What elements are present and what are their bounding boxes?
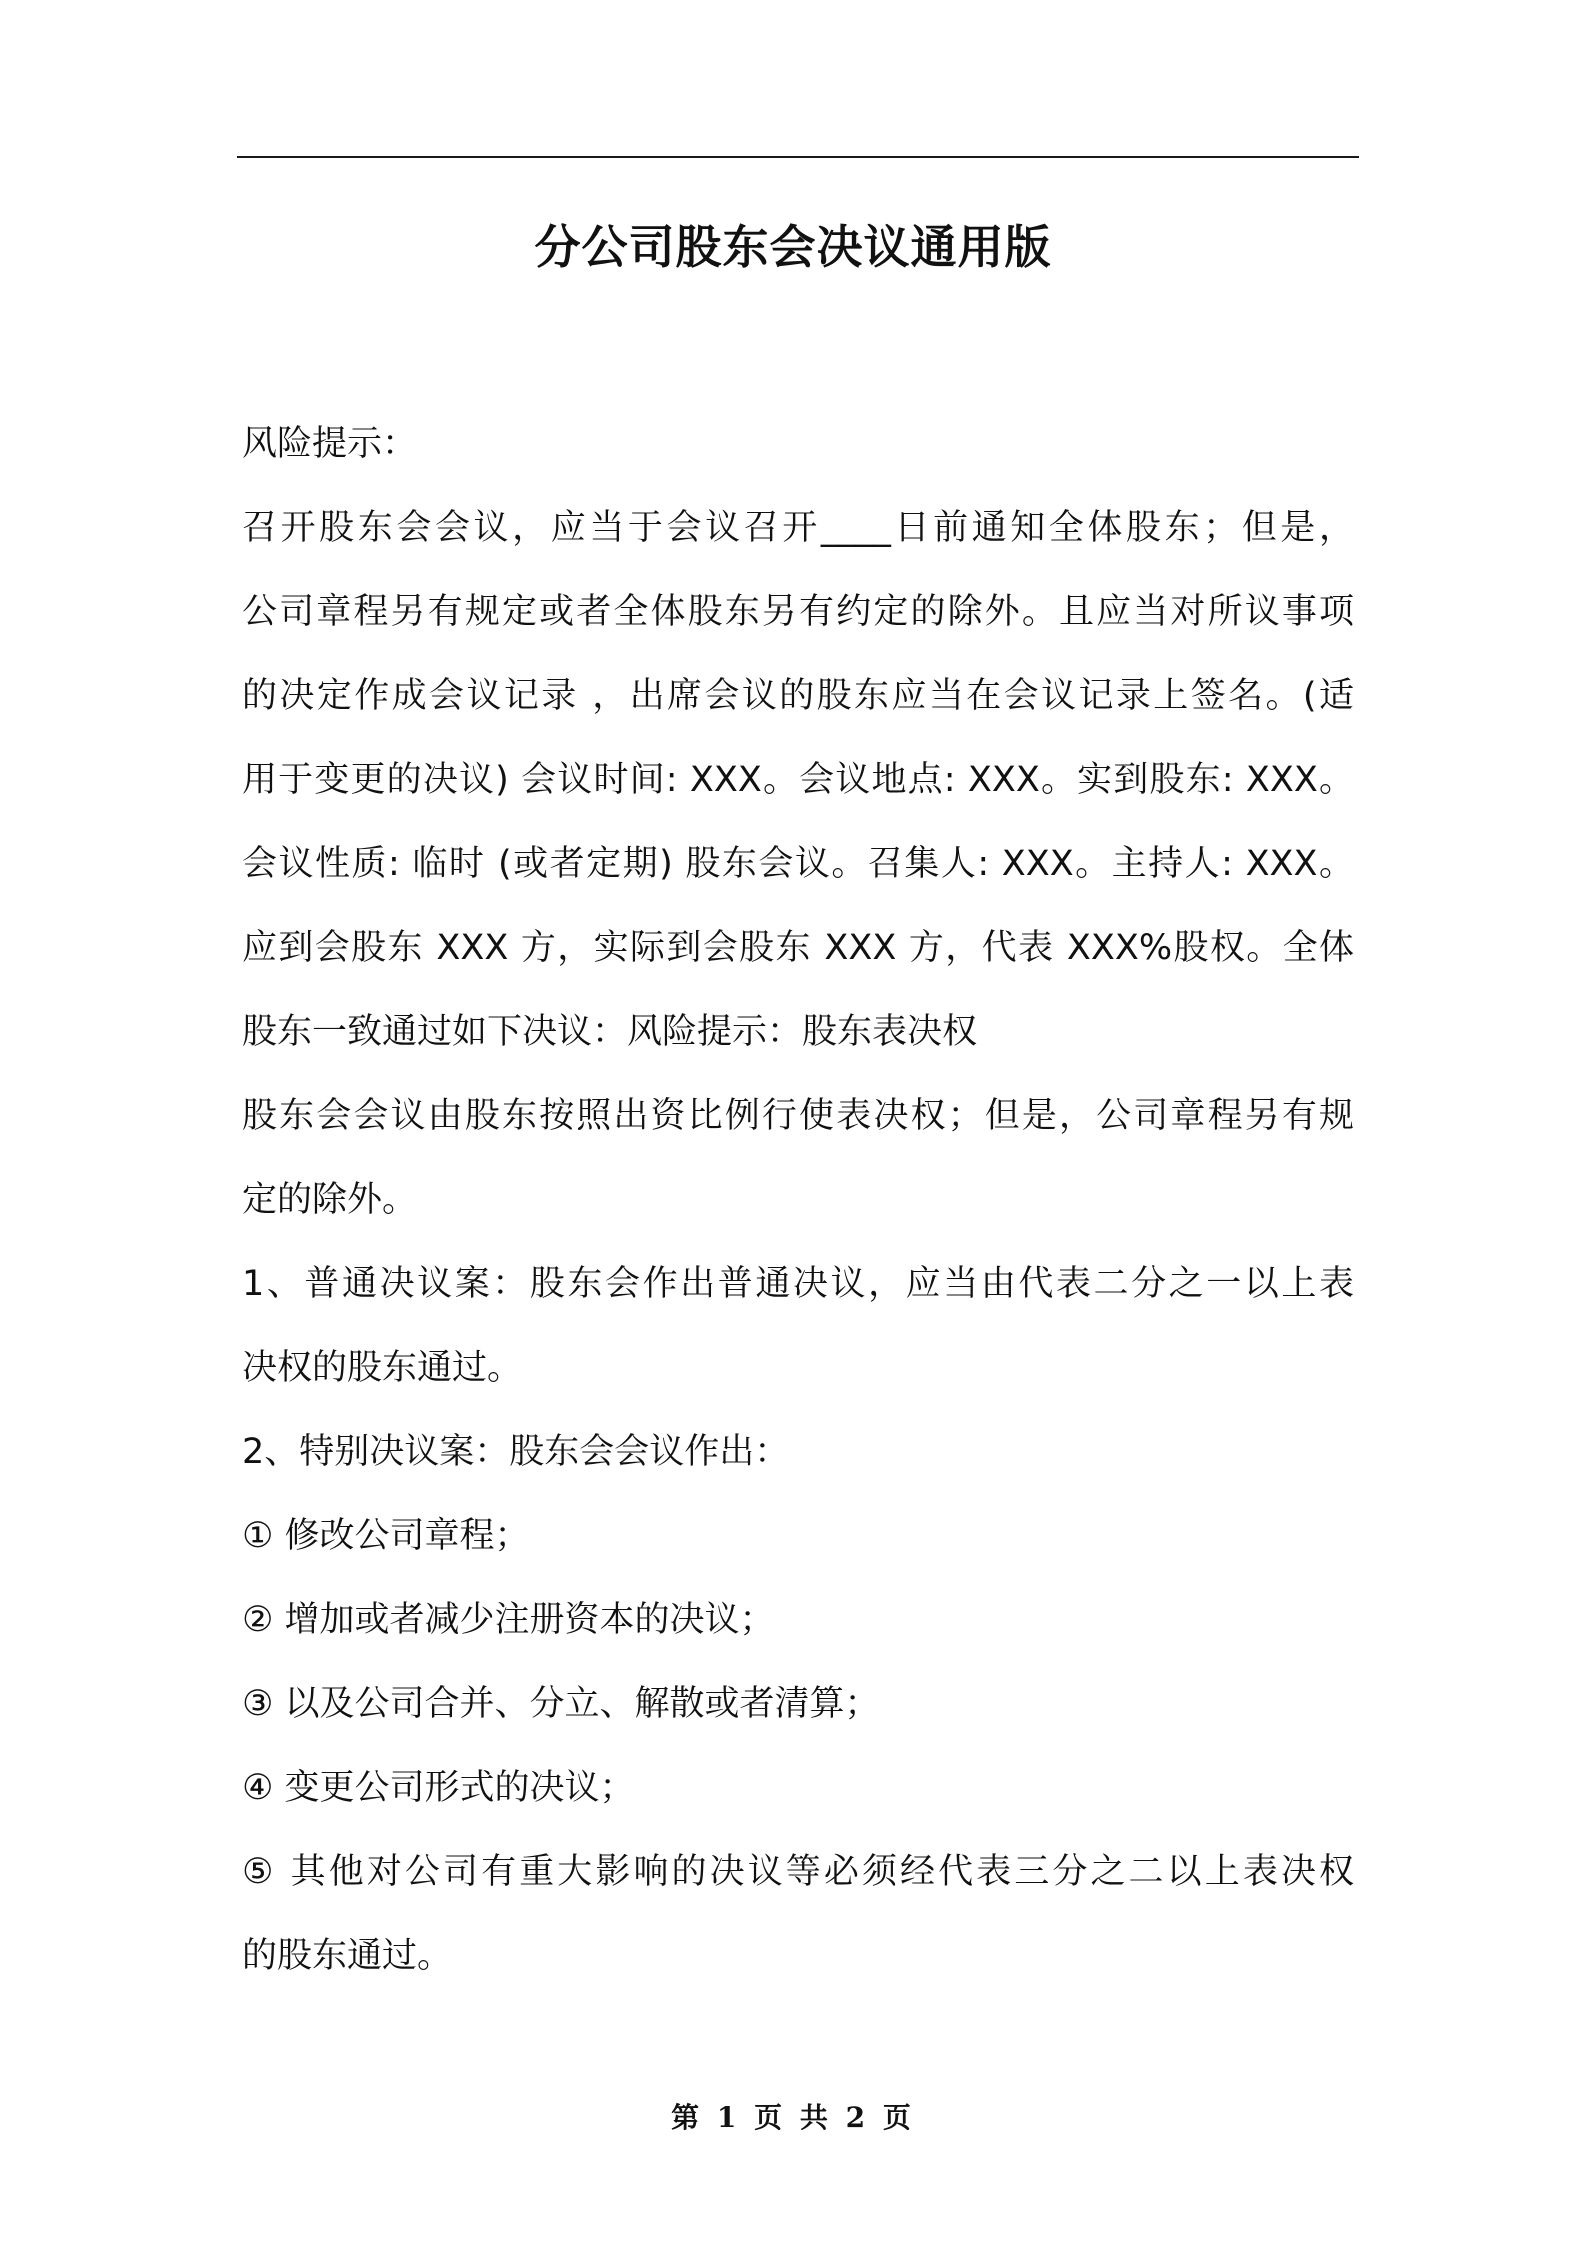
body-line: 决权的股东通过。 bbox=[242, 1348, 523, 1388]
body-line: 股东会会议由股东按照出资比例行使表决权；但是，公司章程另有规 bbox=[242, 1096, 1354, 1136]
list-item: ③ 以及公司合并、分立、解散或者清算； bbox=[242, 1684, 880, 1724]
body-line: 股东一致通过如下决议：风险提示：股东表决权 bbox=[242, 1012, 978, 1052]
list-item: ① 修改公司章程； bbox=[242, 1516, 530, 1556]
body-line: 的决定作成会议记录 ，出席会议的股东应当在会议记录上签名。(适 bbox=[242, 676, 1354, 716]
body-line: 公司章程另有规定或者全体股东另有约定的除外。且应当对所议事项 bbox=[242, 592, 1354, 632]
body-line: 2、特别决议案：股东会会议作出： bbox=[242, 1432, 790, 1472]
body-line: 会议性质: 临时 (或者定期) 股东会议。召集人: XXX。主持人: XXX。 bbox=[242, 844, 1354, 884]
body-line: 召开股东会会议，应当于会议召开____日前通知全体股东；但是， bbox=[242, 508, 1354, 548]
document-body bbox=[242, 402, 1354, 1998]
list-item: ④ 变更公司形式的决议； bbox=[242, 1768, 635, 1808]
body-line: 定的除外。 bbox=[242, 1180, 418, 1220]
body-line: 1、普通决议案：股东会作出普通决议，应当由代表二分之一以上表 bbox=[242, 1264, 1354, 1304]
body-line: 风险提示： bbox=[242, 424, 418, 464]
body-line: 用于变更的决议) 会议时间: XXX。会议地点: XXX。实到股东: XXX。 bbox=[242, 760, 1354, 800]
body-line: 应到会股东 XXX 方，实际到会股东 XXX 方，代表 XXX%股权。全体 bbox=[242, 928, 1354, 968]
header-divider bbox=[237, 156, 1359, 158]
page-number-footer: 第 1 页 共 2 页 bbox=[671, 2101, 915, 2134]
list-item: ⑤ 其他对公司有重大影响的决议等必须经代表三分之二以上表决权 bbox=[242, 1852, 1354, 1892]
document-title: 分公司股东会决议通用版 bbox=[534, 220, 1052, 274]
list-item: ② 增加或者减少注册资本的决议； bbox=[242, 1600, 775, 1640]
body-line: 的股东通过。 bbox=[242, 1936, 453, 1976]
